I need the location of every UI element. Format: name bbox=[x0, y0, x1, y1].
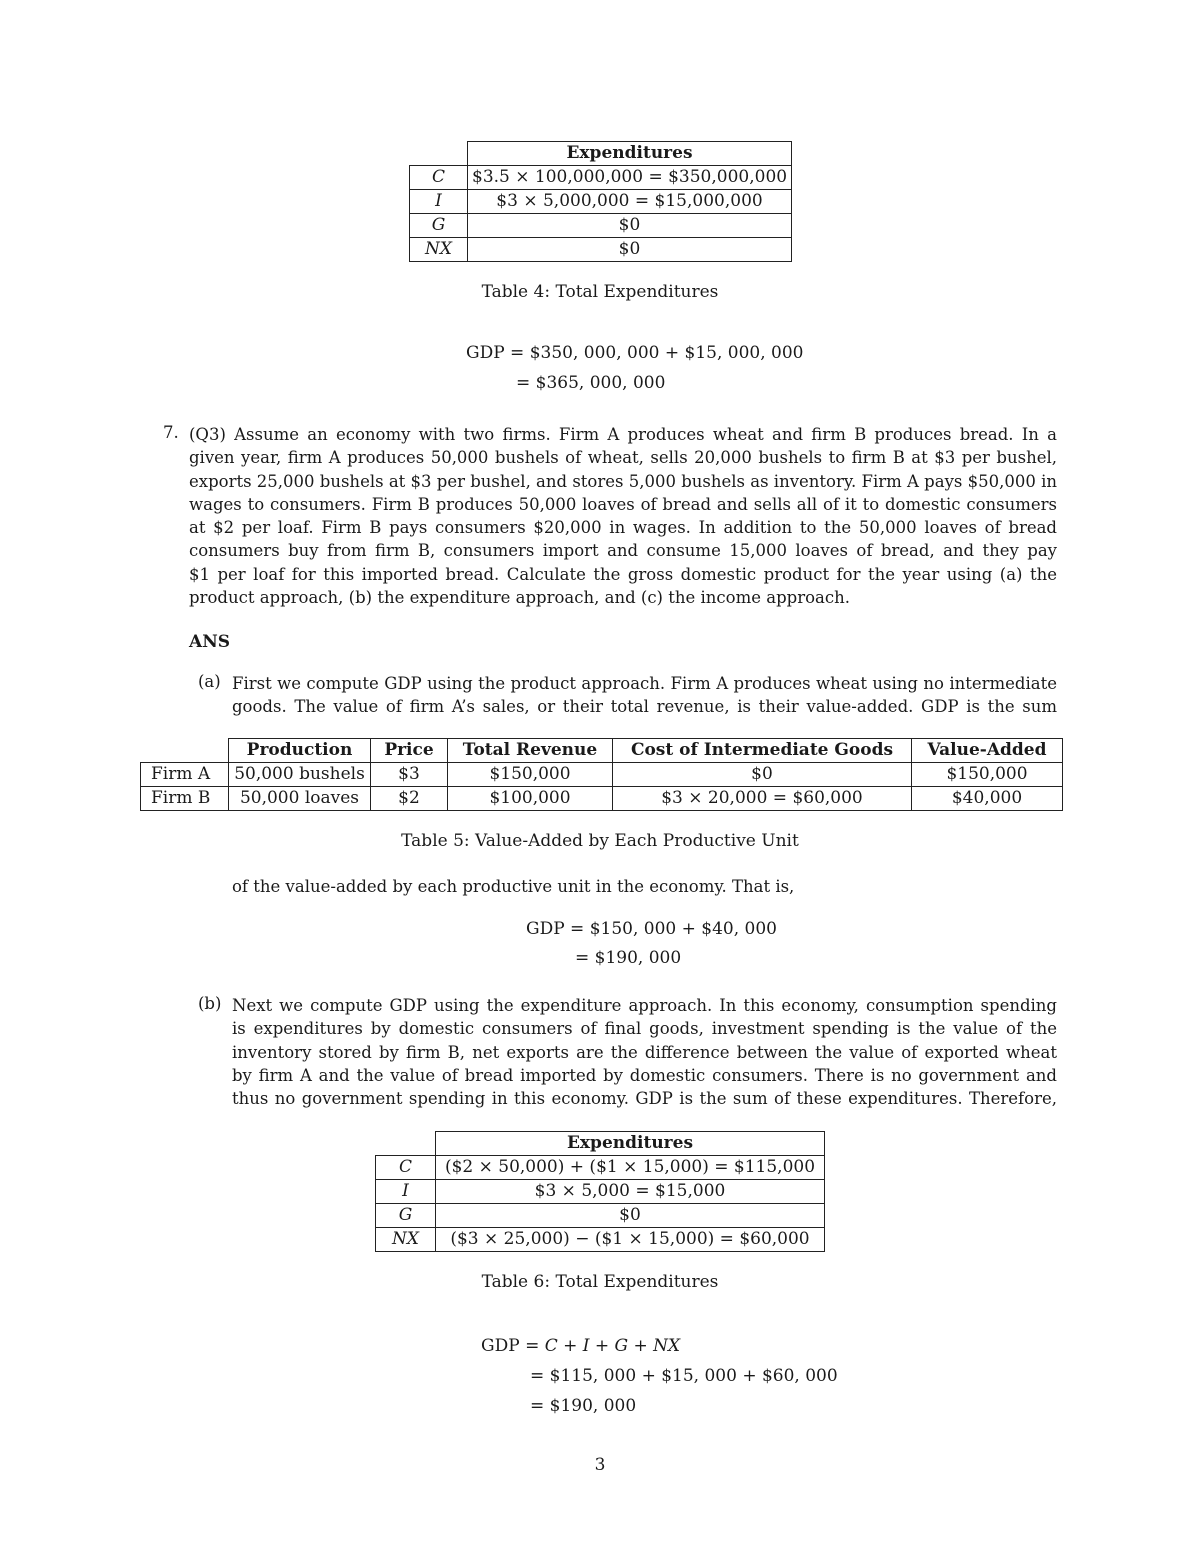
question-line: consumers buy from firm B, consumers import and consume 15,000 loaves of bread, and they pay bbox=[189, 541, 1057, 561]
table-header: Value-Added bbox=[912, 739, 1063, 763]
value-cell: ($3 × 25,000) − ($1 × 15,000) = $60,000 bbox=[436, 1228, 825, 1252]
value-cell: ($2 × 50,000) + ($1 × 15,000) = $115,000 bbox=[436, 1156, 825, 1180]
table-row bbox=[141, 787, 1063, 811]
table-header: Total Revenue bbox=[448, 739, 613, 763]
variable-cell: C bbox=[410, 166, 468, 190]
gdp-equation-3-line-2: = $115, 000 + $15, 000 + $60, 000 bbox=[530, 1366, 838, 1386]
variable-cell: I bbox=[376, 1180, 436, 1204]
question-text bbox=[189, 423, 1057, 609]
question-line: given year, firm A produces 50,000 bushels of wheat, sells 20,000 bushels to firm B at $3 per bushel, bbox=[189, 448, 1057, 468]
table-header: Production bbox=[229, 739, 371, 763]
value-cell: $0 bbox=[468, 214, 792, 238]
part-b-line: is expenditures by domestic consumers of final goods, investment spending is the value of the bbox=[232, 1019, 1057, 1039]
table-header: Price bbox=[371, 739, 448, 763]
part-b-line: thus no government spending in this economy. GDP is the sum of these expenditures. Therefore, bbox=[232, 1089, 1057, 1109]
table-header-row bbox=[141, 739, 1063, 763]
value-cell: $3 × 5,000 = $15,000 bbox=[436, 1180, 825, 1204]
table-cell: $40,000 bbox=[912, 787, 1063, 811]
blank-cell bbox=[376, 1132, 436, 1156]
part-a-continuation: of the value-added by each productive unit in the economy. That is, bbox=[232, 877, 795, 896]
variable-cell: NX bbox=[410, 238, 468, 262]
table-4-caption: Table 4: Total Expenditures bbox=[481, 282, 719, 302]
blank-cell bbox=[410, 142, 468, 166]
question-line: exports 25,000 bushels at $3 per bushel, and stores 5,000 bushels as inventory. Firm A pays $50,000 in bbox=[189, 471, 1057, 491]
table-cell: $150,000 bbox=[912, 763, 1063, 787]
variable-cell: I bbox=[410, 190, 468, 214]
table-cell: $3 × 20,000 = $60,000 bbox=[613, 787, 912, 811]
question-line: $1 per loaf for this imported bread. Calculate the gross domestic product for the year using (a) the bbox=[189, 564, 1057, 584]
part-a-line: goods. The value of firm A’s sales, or their total revenue, is their value-added. GDP is the sum bbox=[232, 697, 1057, 717]
part-a-line: First we compute GDP using the product approach. Firm A produces wheat using no intermediate bbox=[232, 674, 1057, 693]
gdp-equation-line-1: GDP = $350, 000, 000 + $15, 000, 000 bbox=[466, 343, 804, 363]
gdp-identity: = C + I + G + NX bbox=[525, 1336, 681, 1356]
value-cell: $3.5 × 100,000,000 = $350,000,000 bbox=[468, 166, 792, 190]
gdp-equation-2-line-2: = $190, 000 bbox=[575, 948, 682, 968]
part-b-line: by firm A and the value of bread imported by domestic consumers. There is no government and bbox=[232, 1065, 1057, 1085]
page-number: 3 bbox=[594, 1455, 606, 1475]
variable-cell: NX bbox=[376, 1228, 436, 1252]
part-b-label: (b) bbox=[198, 994, 222, 1013]
question-line: wages to consumers. Firm B produces 50,000 loaves of bread and sells all of it to domestic consumers bbox=[189, 494, 1057, 514]
question-line: product approach, (b) the expenditure approach, and (c) the income approach. bbox=[189, 588, 850, 608]
table-row bbox=[410, 190, 792, 214]
answer-label: ANS bbox=[189, 632, 231, 652]
table-cell: $3 bbox=[371, 763, 448, 787]
part-b-line: Next we compute GDP using the expenditure approach. In this economy, consumption spending bbox=[232, 996, 1057, 1015]
table-row bbox=[410, 166, 792, 190]
table-cell: 50,000 bushels bbox=[229, 763, 371, 787]
question-line: at $2 per loaf. Firm B pays consumers $20,000 in wages. In addition to the 50,000 loaves of bread bbox=[189, 518, 1057, 538]
firm-cell: Firm A bbox=[141, 763, 229, 787]
table-5 bbox=[140, 738, 1063, 811]
table-header: Cost of Intermediate Goods bbox=[613, 739, 912, 763]
table-cell: 50,000 loaves bbox=[229, 787, 371, 811]
table-header: Expenditures bbox=[436, 1132, 825, 1156]
table-row bbox=[376, 1156, 825, 1180]
part-a-label: (a) bbox=[198, 672, 221, 691]
part-a-text bbox=[232, 672, 1057, 719]
table-4 bbox=[409, 141, 792, 262]
value-cell: $0 bbox=[468, 238, 792, 262]
table-cell: $2 bbox=[371, 787, 448, 811]
value-cell: $3 × 5,000,000 = $15,000,000 bbox=[468, 190, 792, 214]
table-header: Expenditures bbox=[468, 142, 792, 166]
table-5-caption: Table 5: Value-Added by Each Productive Unit bbox=[401, 831, 799, 851]
gdp-equation-3-line-3: = $190, 000 bbox=[530, 1396, 637, 1416]
gdp-equation-2-line-1: GDP = $150, 000 + $40, 000 bbox=[526, 919, 777, 939]
gdp-equation-3-line-1 bbox=[481, 1336, 680, 1356]
table-cell: $0 bbox=[613, 763, 912, 787]
part-b-text bbox=[232, 994, 1057, 1110]
question-line: (Q3) Assume an economy with two firms. Firm A produces wheat and firm B produces bread. In a bbox=[189, 425, 1057, 444]
table-row bbox=[376, 1228, 825, 1252]
table-header-row bbox=[376, 1132, 825, 1156]
blank-cell bbox=[141, 739, 229, 763]
table-6-caption: Table 6: Total Expenditures bbox=[481, 1272, 719, 1292]
table-cell: $150,000 bbox=[448, 763, 613, 787]
part-b-line: inventory stored by firm B, net exports are the difference between the value of exported wheat bbox=[232, 1042, 1057, 1062]
table-row bbox=[410, 214, 792, 238]
table-row bbox=[141, 763, 1063, 787]
value-cell: $0 bbox=[436, 1204, 825, 1228]
table-row bbox=[376, 1204, 825, 1228]
table-row bbox=[410, 238, 792, 262]
firm-cell: Firm B bbox=[141, 787, 229, 811]
table-row bbox=[376, 1180, 825, 1204]
table-header-row bbox=[410, 142, 792, 166]
gdp-label: GDP bbox=[481, 1336, 520, 1356]
table-6 bbox=[375, 1131, 825, 1252]
table-cell: $100,000 bbox=[448, 787, 613, 811]
question-number: 7. bbox=[163, 423, 179, 442]
variable-cell: G bbox=[376, 1204, 436, 1228]
gdp-equation-line-2: = $365, 000, 000 bbox=[516, 373, 666, 393]
variable-cell: G bbox=[410, 214, 468, 238]
variable-cell: C bbox=[376, 1156, 436, 1180]
